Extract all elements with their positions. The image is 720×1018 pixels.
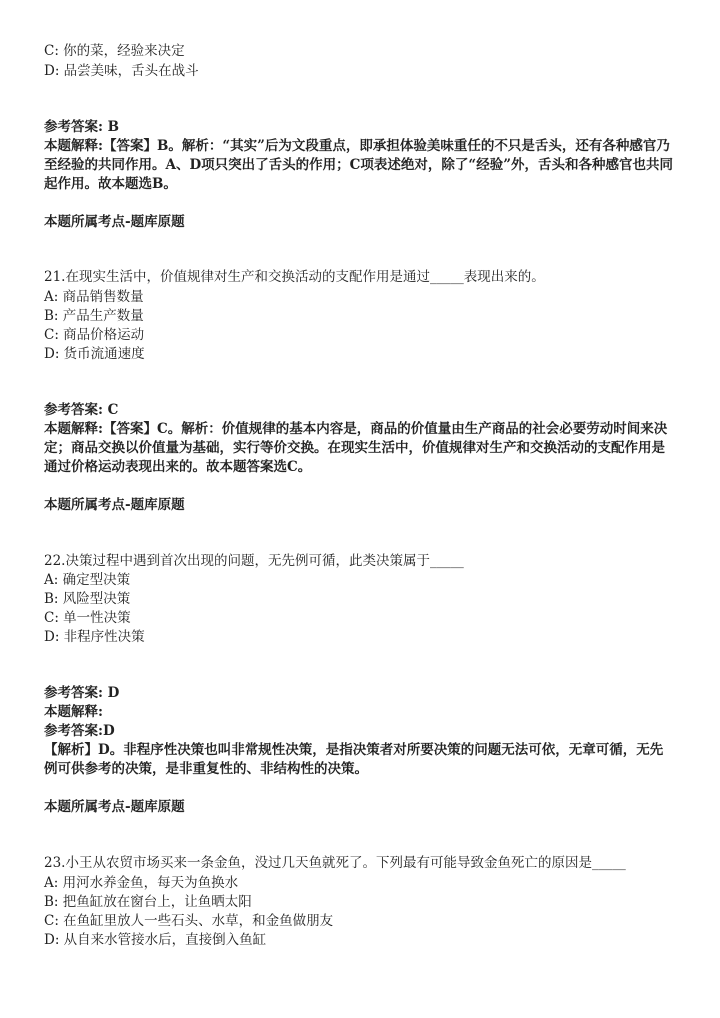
q20-explanation: 本题解释:【答案】B。解析：“其实”后为文段重点，即承担体验美味重任的不只是舌头，还有各种感官乃至经验的共同作用。A、D项只突出了舌头的作用；C项表述绝对，除了“经验”外，舌头和各种感官也共同起作用。故本题选B。 xyxy=(44,138,673,192)
q21-question: 21.在现实生活中，价值规律对生产和交换活动的支配作用是通过_____表现出来的。 xyxy=(44,269,545,285)
q22-option-d: D: 非程序性决策 xyxy=(44,629,145,645)
q23-option-d: D: 从自来水管接水后，直接倒入鱼缸 xyxy=(44,932,267,948)
q22-question: 22.决策过程中遇到首次出现的问题，无先例可循，此类决策属于_____ xyxy=(44,553,464,569)
q21-answer: 参考答案: C xyxy=(44,402,119,418)
q21-source: 本题所属考点-题库原题 xyxy=(44,497,185,513)
q20-option-d: D: 品尝美味，舌头在战斗 xyxy=(44,63,199,79)
q23-question: 23.小王从农贸市场买来一条金鱼，没过几天鱼就死了。下列最有可能导致金鱼死亡的原因是_____ xyxy=(44,855,626,871)
q23-option-c: C: 在鱼缸里放人一些石头、水草，和金鱼做朋友 xyxy=(44,913,334,929)
q23-option-a: A: 用河水养金鱼，每天为鱼换水 xyxy=(44,875,239,891)
q21-option-b: B: 产品生产数量 xyxy=(44,308,144,324)
q22-option-b: B: 风险型决策 xyxy=(44,591,131,607)
q22-option-c: C: 单一性决策 xyxy=(44,610,131,626)
q20-source: 本题所属考点-题库原题 xyxy=(44,214,185,230)
q21-option-a: A: 商品销售数量 xyxy=(44,289,144,305)
q22-analysis: 【解析】D。非程序性决策也叫非常规性决策，是指决策者对所要决策的问题无法可依，无章可循，无先例可供参考的决策，是非重复性的、非结构性的决策。 xyxy=(44,742,664,777)
q21-option-d: D: 货币流通速度 xyxy=(44,346,145,362)
q22-answer: 参考答案: D xyxy=(44,685,120,701)
q21-option-c: C: 商品价格运动 xyxy=(44,327,145,343)
q22-source: 本题所属考点-题库原题 xyxy=(44,799,185,815)
q22-answer-2: 参考答案:D xyxy=(44,723,115,739)
q22-option-a: A: 确定型决策 xyxy=(44,572,131,588)
q22-explanation-label: 本题解释: xyxy=(44,704,103,720)
q21-explanation: 本题解释:【答案】C。解析：价值规律的基本内容是，商品的价值量由生产商品的社会必要劳动时间来决定；商品交换以价值量为基础，实行等价交换。在现实生活中，价值规律对生产和交换活动的支配作用是通过价格运动表现出来的。故本题答案选C。 xyxy=(44,421,668,475)
q20-option-c: C: 你的菜，经验来决定 xyxy=(44,43,185,59)
q23-option-b: B: 把鱼缸放在窗台上，让鱼晒太阳 xyxy=(44,894,252,910)
q20-answer: 参考答案: B xyxy=(44,119,120,135)
